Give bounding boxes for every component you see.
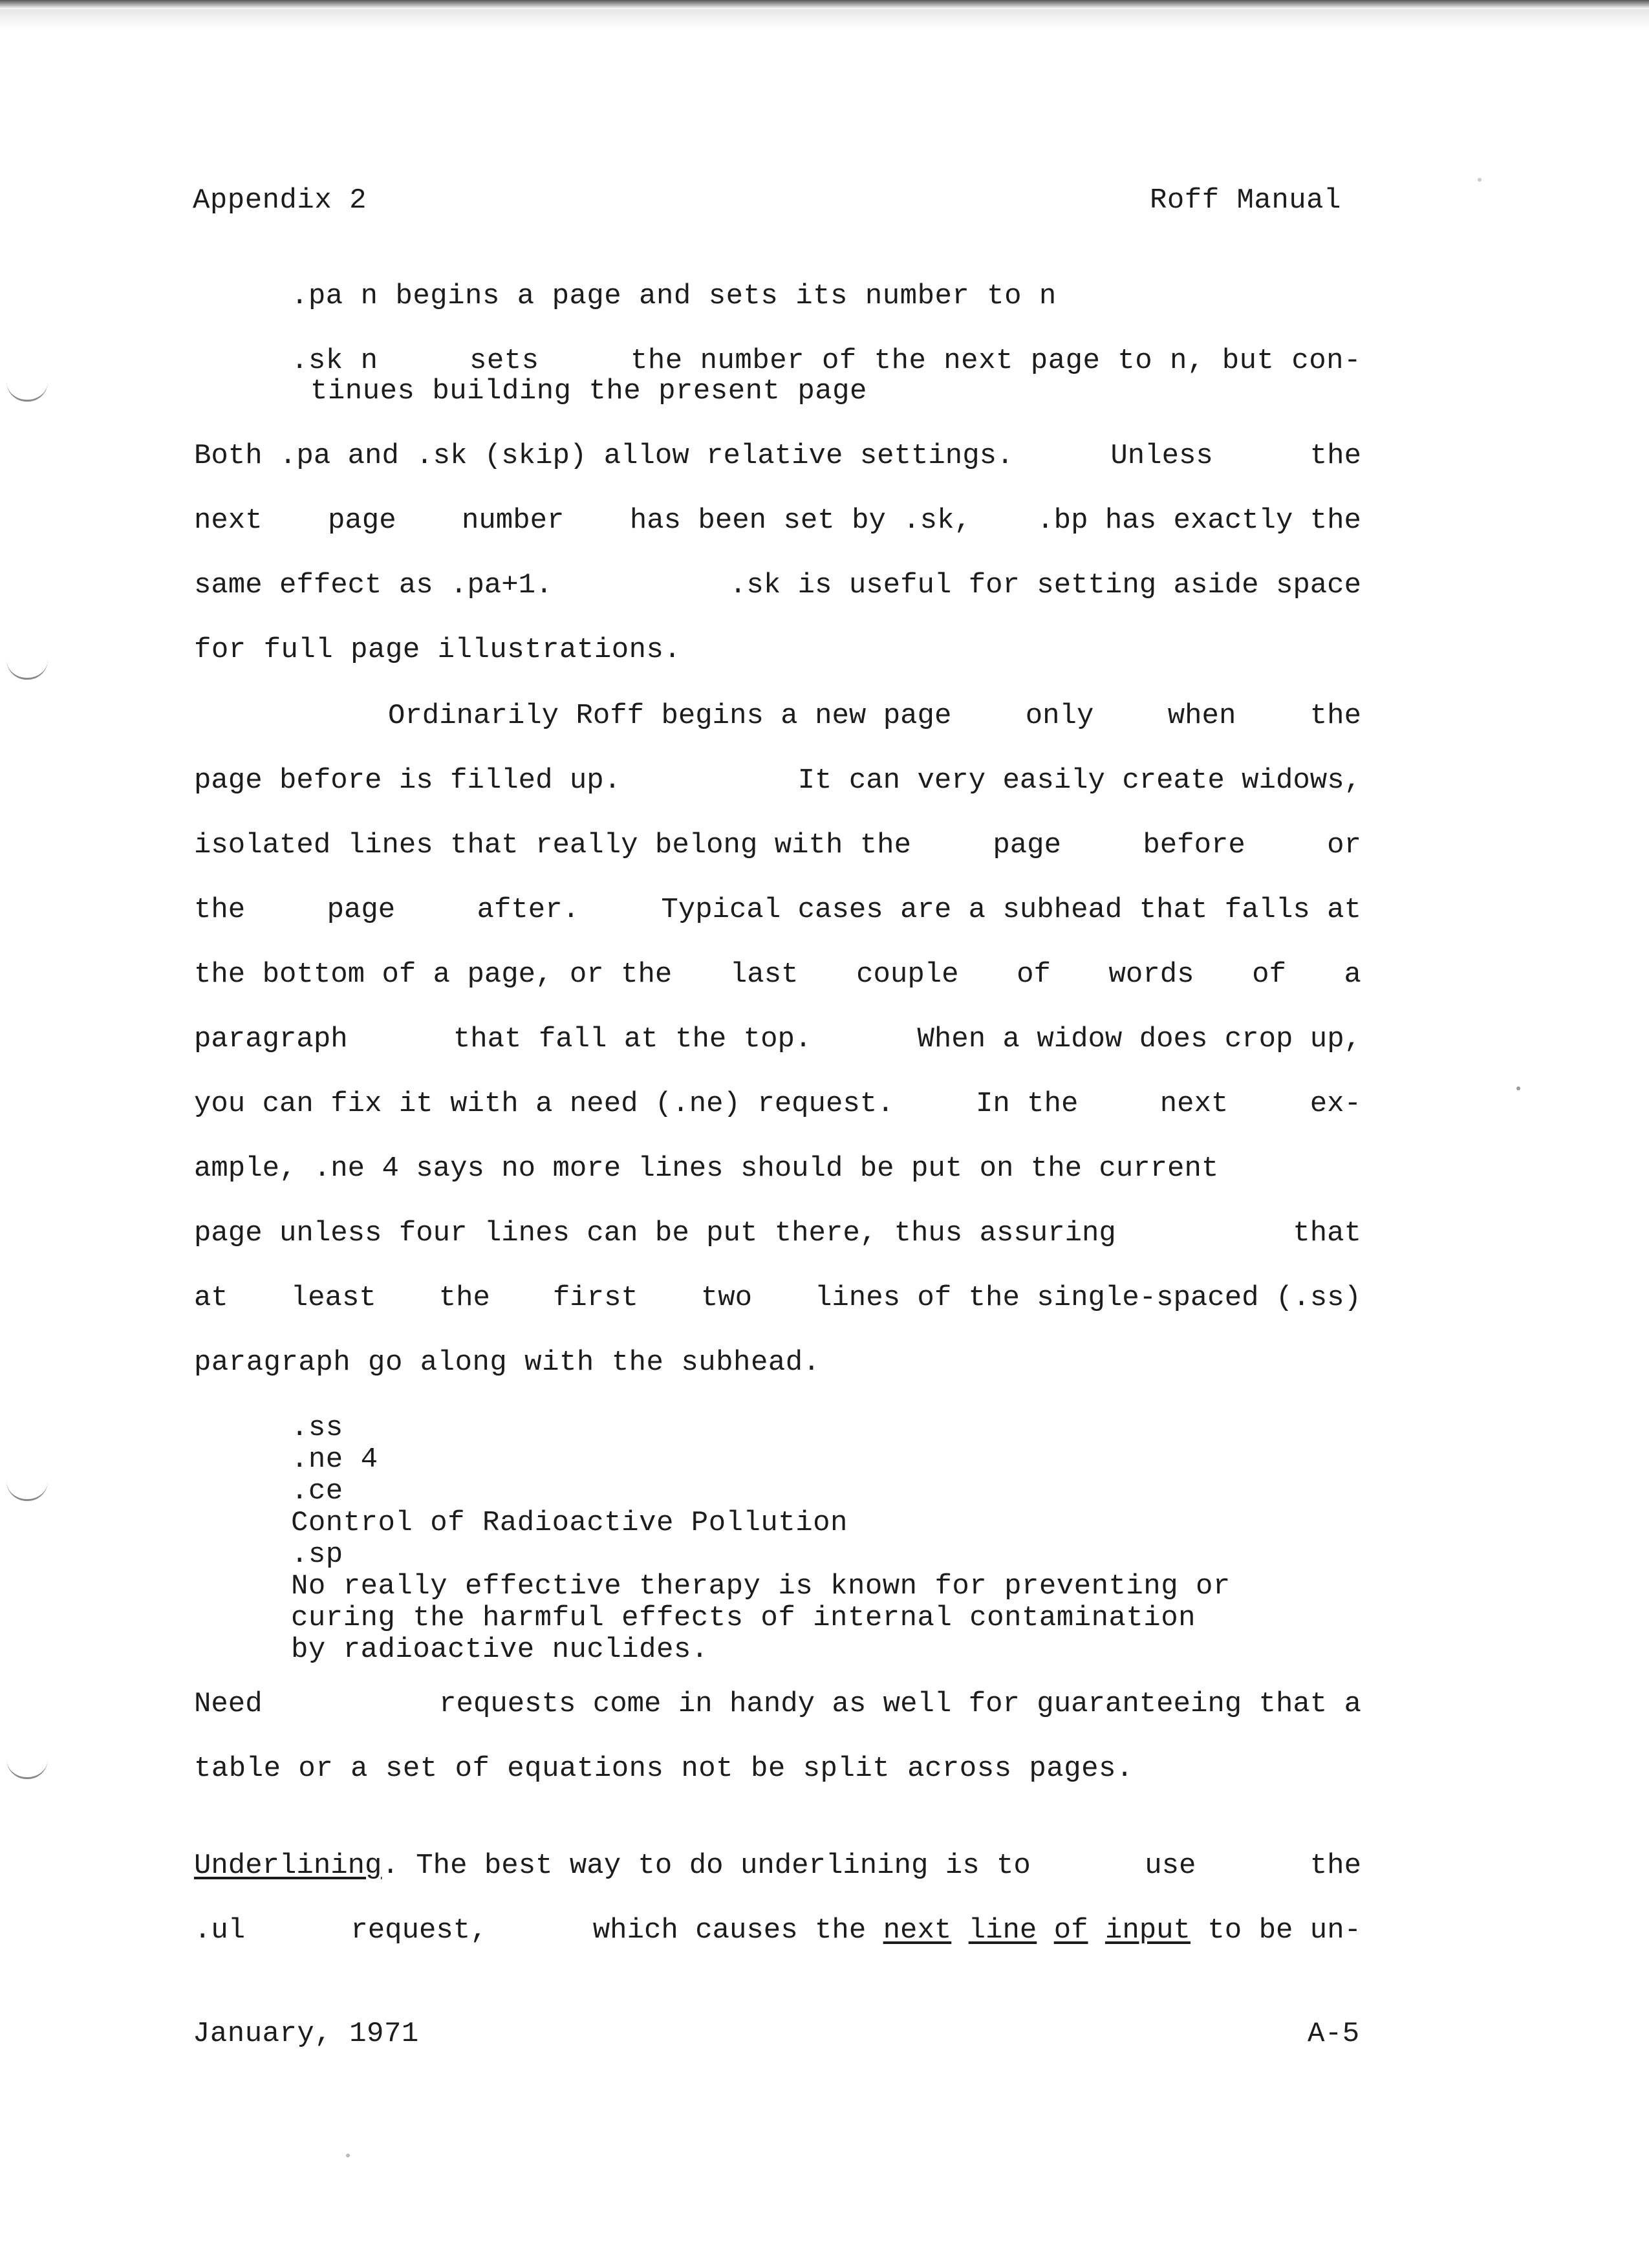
text-run: a — [1344, 958, 1361, 991]
text-run: ex- — [1310, 1088, 1361, 1120]
def-pa — [291, 280, 1057, 312]
scan-speck — [346, 2154, 350, 2157]
text-run: . The best way to do underlining is to — [382, 1850, 1031, 1882]
text-run: It can very easily create widows, — [797, 764, 1361, 797]
text-run: page unless four lines can be put there, thus assuring — [194, 1217, 1116, 1249]
def-sk — [291, 345, 1361, 377]
text-run: Ordinarily Roff begins a new page — [388, 700, 952, 732]
text-run: the — [1310, 700, 1361, 732]
paragraph-line — [388, 700, 1361, 732]
text-run: after. — [477, 894, 580, 926]
example-line: by radioactive nuclides. — [291, 1634, 709, 1666]
text-run: sets — [469, 345, 539, 377]
example-line: .sp — [291, 1539, 343, 1571]
example-line: curing the harmful effects of internal contamination — [291, 1602, 1196, 1634]
paragraph-line: table or a set of equations not be split across pages. — [194, 1753, 1134, 1785]
text-run: .bp has exactly the — [1037, 504, 1361, 537]
text-run: page before is filled up. — [194, 764, 621, 797]
paragraph-line — [194, 958, 1361, 991]
punch-hole-mark — [6, 1481, 48, 1501]
text-run: page — [328, 504, 396, 537]
paragraph-line — [194, 1688, 1361, 1720]
def-cmd: .sk n — [291, 345, 378, 377]
text-run: that fall at the top. — [453, 1023, 812, 1055]
paragraph-line — [194, 1217, 1361, 1249]
example-line: .ss — [291, 1412, 343, 1444]
paragraph-line — [194, 764, 1361, 797]
example-line: .ne 4 — [291, 1443, 378, 1476]
text-run — [194, 1850, 1031, 1882]
text-run: ample, .ne 4 says no more lines should be put on the current — [194, 1152, 1219, 1185]
text-run: .ul — [194, 1914, 246, 1947]
text-run: you can fix it with a need (.ne) request. — [194, 1088, 894, 1120]
text-run: When a widow does crop up, — [917, 1023, 1361, 1055]
def-cmd: .pa n — [291, 280, 378, 312]
text-run: the — [1310, 1850, 1361, 1882]
text-run: page — [993, 829, 1061, 861]
text-run: couple — [856, 958, 959, 991]
paragraph-line — [194, 894, 1361, 926]
paragraph-line — [194, 569, 1361, 601]
text-run: least — [290, 1282, 376, 1314]
def-sk-continued: tinues building the present page — [310, 375, 867, 407]
text-run: or — [1327, 829, 1361, 861]
text-run: line — [968, 1914, 1037, 1947]
text-run: last — [729, 958, 799, 991]
text-run: Need — [194, 1688, 263, 1720]
text-run: the — [438, 1282, 490, 1314]
text-run: number — [462, 504, 565, 537]
text-run: next — [194, 504, 263, 537]
scan-speck — [1516, 1086, 1520, 1090]
def-text: begins a page and sets its number to n — [395, 280, 1057, 312]
text-run: Unless — [1110, 440, 1213, 472]
paragraph-line — [194, 1850, 1361, 1882]
text-run: page — [327, 894, 396, 926]
paragraph-line — [194, 1914, 1361, 1947]
text-run: only — [1025, 700, 1094, 732]
text-run: request, — [350, 1914, 488, 1947]
header-left: Appendix 2 — [193, 184, 367, 217]
text-run: which causes the — [592, 1914, 867, 1947]
text-run — [593, 1914, 1361, 1947]
paragraph-line — [194, 1282, 1361, 1314]
example-line: No really effective therapy is known for preventing or — [291, 1570, 1231, 1603]
text-run: paragraph — [194, 1023, 348, 1055]
text-run: that — [1293, 1217, 1361, 1249]
text-run: the bottom of a page, or the — [194, 958, 673, 991]
text-run: before — [1143, 829, 1245, 861]
paragraph-line — [194, 504, 1361, 537]
text-run: of — [1017, 958, 1051, 991]
text-run: use — [1145, 1850, 1196, 1882]
text-run: when — [1167, 700, 1236, 732]
text-run: input — [1105, 1914, 1191, 1947]
text-run: lines of the single-spaced (.ss) — [815, 1282, 1361, 1314]
paragraph-line: for full page illustrations. — [194, 634, 682, 666]
text-run: of — [1053, 1914, 1088, 1947]
paragraph-line: paragraph go along with the subhead. — [194, 1346, 821, 1379]
text-run: has been set by .sk, — [629, 504, 971, 537]
paragraph-line — [194, 1152, 1361, 1185]
text-run: the — [1310, 440, 1361, 472]
paragraph-line — [194, 1088, 1361, 1120]
text-run: to be un- — [1207, 1914, 1361, 1947]
text-run: requests come in handy as well for guaranteeing that a — [439, 1688, 1361, 1720]
footer-date: January, 1971 — [193, 2018, 419, 2050]
scan-speck — [1478, 178, 1482, 182]
text-run: next — [1159, 1088, 1229, 1120]
paragraph-line — [194, 829, 1361, 861]
text-run: at — [194, 1282, 228, 1314]
text-run: of — [1252, 958, 1286, 991]
text-run: same effect as .pa+1. — [194, 569, 553, 601]
text-run: the — [194, 894, 246, 926]
punch-hole-mark — [6, 382, 48, 402]
text-run: Both .pa and .sk (skip) allow relative settings. — [194, 440, 1014, 472]
text-run: In the — [975, 1088, 1079, 1120]
text-run: .sk is useful for setting aside space — [729, 569, 1361, 601]
section-heading-underlining: Underlining — [194, 1850, 382, 1882]
text-run: isolated lines that really belong with the — [194, 829, 911, 861]
text-run: words — [1108, 958, 1194, 991]
punch-hole-mark — [6, 660, 48, 680]
scan-top-edge — [0, 0, 1649, 9]
scan-top-shade — [0, 9, 1649, 28]
punch-hole-mark — [6, 1759, 48, 1779]
page-number: A-5 — [1308, 2018, 1360, 2050]
text-run: the number of the next page to n, but con- — [630, 345, 1361, 377]
text-run: two — [700, 1282, 753, 1314]
example-line: .ce — [291, 1475, 343, 1507]
text-run: first — [552, 1282, 638, 1314]
text-run: next — [883, 1914, 952, 1947]
example-line: Control of Radioactive Pollution — [291, 1507, 848, 1539]
paragraph-line — [194, 1023, 1361, 1055]
text-run: Typical cases are a subhead that falls at — [661, 894, 1361, 926]
header-right: Roff Manual — [1150, 184, 1341, 217]
paragraph-line — [194, 440, 1361, 472]
